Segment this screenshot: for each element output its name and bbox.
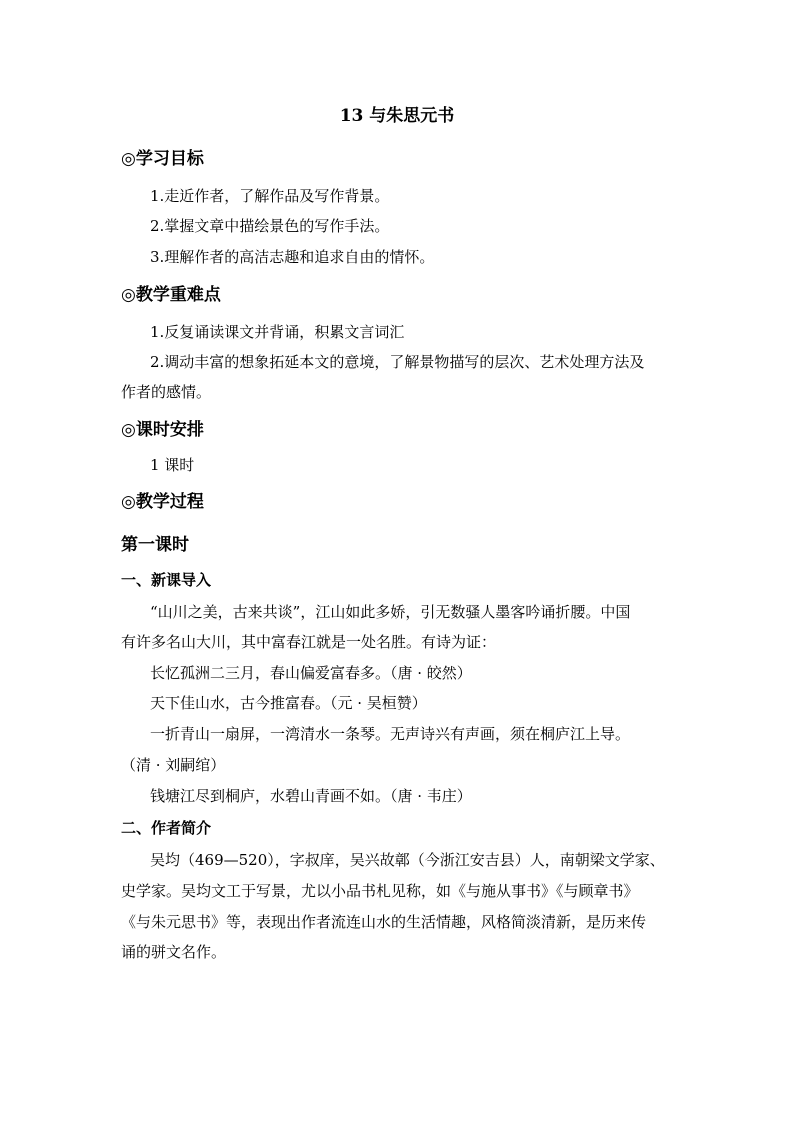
author-paragraph-line-3: 《与朱元思书》等，表现出作者流连山水的生活情趣，风格简淡清新，是历来传: [121, 913, 647, 931]
section-heading-goals: ◎学习目标: [121, 149, 204, 169]
section-heading-schedule: ◎课时安排: [121, 420, 204, 440]
goal-item-2: 2.掌握文章中描绘景色的写作手法。: [150, 217, 390, 235]
author-paragraph-line-4: 诵的骈文名作。: [121, 943, 227, 961]
poem-3-line-2: （清 · 刘嗣绾）: [121, 756, 226, 774]
key-point-2-line-2: 作者的感情。: [121, 383, 212, 401]
subsection-heading-author: 二、作者简介: [121, 819, 212, 837]
document-title: 13 与朱思元书: [339, 106, 455, 126]
poem-1: 长忆孤洲二三月，春山偏爱富春多。（唐 · 皎然）: [150, 664, 472, 682]
poem-4: 钱塘江尽到桐庐，水碧山青画不如。（唐 · 韦庄）: [150, 787, 472, 805]
author-paragraph-line-1: 吴均（469—520），字叔庠，吴兴故鄣（今浙江安吉县）人，南朝梁文学家、: [150, 851, 665, 869]
intro-paragraph-line-1: “山川之美，古来共谈”，江山如此多娇，引无数骚人墨客吟诵折腰。中国: [150, 603, 631, 621]
subsection-heading-intro: 一、新课导入: [121, 571, 212, 589]
author-paragraph-line-2: 史学家。吴均文工于写景，尤以小品书札见称，如《与施从事书》《与顾章书》: [121, 882, 639, 900]
schedule-text: 1 课时: [150, 456, 195, 474]
section-heading-process: ◎教学过程: [121, 492, 204, 512]
poem-2: 天下佳山水，古今推富春。（元 · 吴桓赞）: [150, 694, 427, 712]
key-point-2-line-1: 2.调动丰富的想象拓延本文的意境，了解景物描写的层次、艺术处理方法及: [150, 353, 645, 371]
intro-paragraph-line-2: 有许多名山大川，其中富春江就是一处名胜。有诗为证：: [121, 633, 497, 651]
poem-3-line-1: 一折青山一扇屏，一湾清水一条琴。无声诗兴有声画，须在桐庐江上导。: [150, 725, 631, 743]
goal-item-1: 1.走近作者，了解作品及写作背景。: [150, 187, 390, 205]
section-heading-key-points: ◎教学重难点: [121, 285, 221, 305]
lesson-heading: 第一课时: [121, 535, 189, 555]
goal-item-3: 3.理解作者的高洁志趣和追求自由的情怀。: [150, 248, 435, 266]
key-point-1: 1.反复诵读课文并背诵，积累文言词汇: [150, 323, 405, 341]
